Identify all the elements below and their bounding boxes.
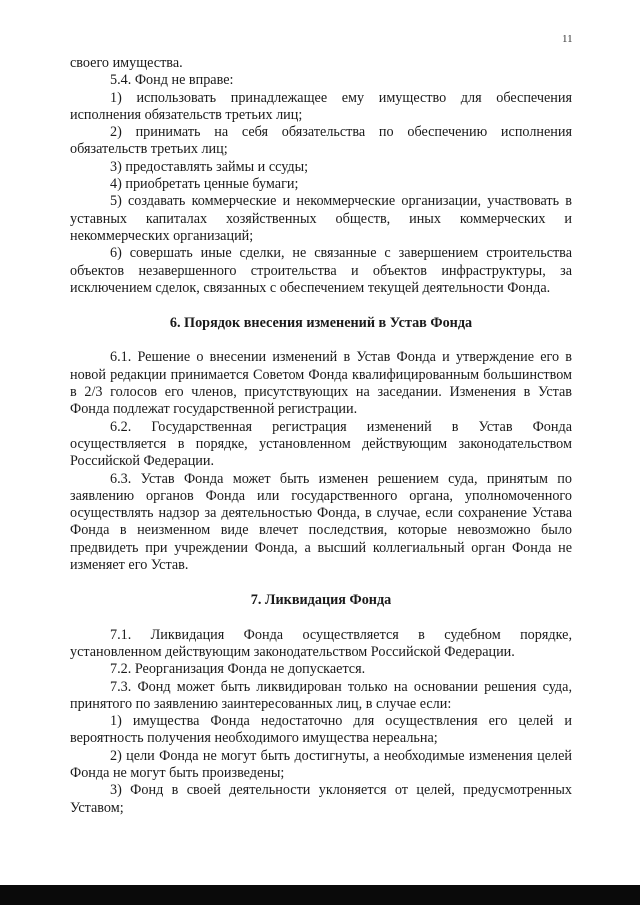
document-body (70, 55, 572, 817)
spacer (70, 297, 572, 315)
clause-7-3-item: 1) имущества Фонда недостаточно для осуществления его целей и вероятность получения необходимого имущества нереальна; (70, 713, 572, 747)
clause-5-4-item: 1) использовать принадлежащее ему имущество для обеспечения исполнения обязательств третьих лиц; (70, 89, 572, 123)
spacer (70, 574, 572, 592)
clause-5-4-item: 5) создавать коммерческие и некоммерческие организации, участвовать в уставных капиталах хозяйственных обществ, иных коммерческих и некоммерческих организаций; (70, 193, 572, 244)
clause-5-4-intro: 5.4. Фонд не вправе: (110, 72, 234, 89)
scan-edge-bar (0, 885, 640, 905)
clause-7-2: 7.2. Реорганизация Фонда не допускается. (110, 661, 366, 678)
clause-6-2: 6.2. Государственная регистрация изменений в Устав Фонда осуществляется в порядке, установленном действующим законодательством Российской Федерации. (70, 418, 572, 470)
clause-7-3-item: 3) Фонд в своей деятельности уклоняется от целей, предусмотренных Уставом; (70, 782, 572, 816)
section-6-heading: 6. Порядок внесения изменений в Устав Фонда (169, 315, 473, 332)
clause-5-4-item: 4) приобретать ценные бумаги; (110, 176, 299, 193)
page-number: 11 (562, 33, 573, 45)
clause-7-3-item: 2) цели Фонда не могут быть достигнуты, а необходимые изменения целей Фонда не могут быть произведены; (70, 747, 572, 781)
continuation-text: своего имущества. (70, 55, 183, 71)
clause-7-3: 7.3. Фонд может быть ликвидирован только на основании решения суда, принятого по заявлению заинтересованных лиц, в случае если: (70, 678, 572, 712)
clause-7-1: 7.1. Ликвидация Фонда осуществляется в судебном порядке, установленном действующим законодательством Российской Федерации. (70, 626, 572, 660)
clause-6-1: 6.1. Решение о внесении изменений в Устав Фонда и утверждение его в новой редакции принимается Советом Фонда квалифицированным большинством в 2/3 голосов его членов, присутствующих на заседании. Изменения в Устав Фонда подлежат государственной регистрации. (70, 349, 572, 418)
clause-5-4-item: 3) предоставлять займы и ссуды; (110, 158, 309, 175)
clause-5-4-item: 6) совершать иные сделки, не связанные с завершением строительства объектов незавершенного строительства и объектов инфраструктуры, за исключением сделок, связанных с обеспечением текущей деятельности Фонда. (70, 245, 572, 296)
spacer (70, 610, 572, 627)
spacer (70, 332, 572, 349)
section-7-heading: 7. Ликвидация Фонда (250, 592, 392, 609)
clause-6-3: 6.3. Устав Фонда может быть изменен решением суда, принятым по заявлению органов Фонда или государственного органа, уполномоченного осуществлять надзор за деятельностью Фонда, в случае, если сохранение Устава Фонда в неизменном виде влечет последствия, которые невозможно было предвидеть при учреждении Фонда, а высший коллегиальный орган Фонда не изменяет его Устав. (70, 470, 572, 574)
clause-5-4-item: 2) принимать на себя обязательства по обеспечению исполнения обязательств третьих лиц; (70, 124, 572, 158)
